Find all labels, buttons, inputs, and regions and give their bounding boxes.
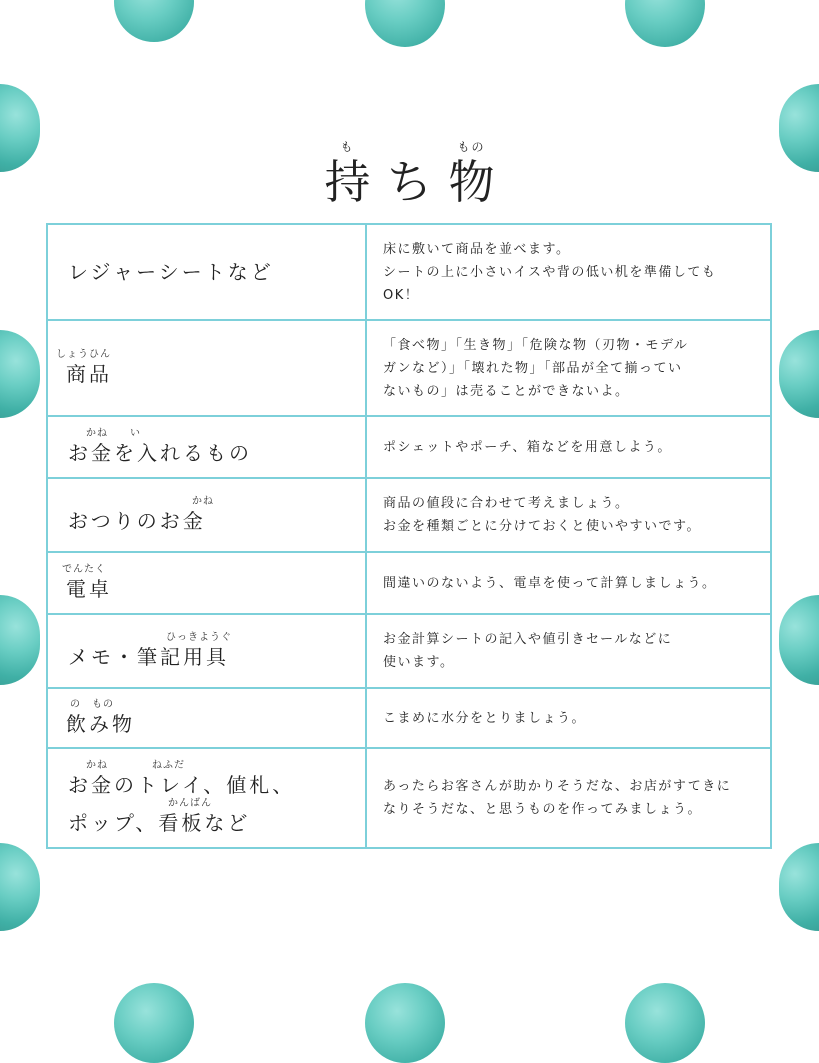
item-furigana: かね い xyxy=(86,428,141,439)
item-desc-line: お金を種類ごとに分けておくと使いやすいです。 xyxy=(383,519,701,534)
decorative-dot xyxy=(0,843,40,931)
decorative-dot xyxy=(779,595,819,685)
table-row xyxy=(47,552,771,614)
title-furigana: も xyxy=(340,140,355,154)
item-name: お金を入れるもの xyxy=(68,441,252,465)
item-desc-cell xyxy=(366,552,771,614)
decorative-dot xyxy=(114,0,194,42)
table-row xyxy=(47,688,771,748)
item-name-cell xyxy=(47,614,366,688)
item-desc-line: シートの上に小さいイスや背の低い机を準備しても xyxy=(383,264,717,280)
item-name: お金のトレイ、値札、 xyxy=(68,773,296,797)
item-desc-line: 間違いのないよう、電卓を使って計算しましょう。 xyxy=(383,575,717,591)
item-furigana: でんたく xyxy=(62,564,106,575)
decorative-dot xyxy=(779,330,819,418)
item-desc-line: 商品の値段に合わせて考えましょう。 xyxy=(383,496,630,511)
page-title xyxy=(0,136,819,210)
item-desc-line: ガンなど）」「壊れた物」「部品が全て揃ってい xyxy=(383,360,683,376)
item-desc-line: こまめに水分をとりましょう。 xyxy=(383,710,587,726)
item-furigana: の もの xyxy=(70,699,114,710)
item-name-cell xyxy=(47,478,366,552)
item-name-cell xyxy=(47,320,366,416)
item-desc-cell xyxy=(366,688,771,748)
item-furigana: かね xyxy=(192,496,214,507)
item-furigana: しょうひん xyxy=(56,349,111,360)
table-row xyxy=(47,478,771,552)
item-desc-line: なりそうだな、と思うものを作ってみましょう。 xyxy=(383,802,703,817)
title-char: も 持 xyxy=(324,140,371,209)
decorative-dot xyxy=(365,983,445,1063)
item-desc-line: あったらお客さんが助かりそうだな、お店がすてきに xyxy=(383,779,732,794)
item-name: レジャーシートなど xyxy=(68,260,274,284)
item-desc-cell xyxy=(366,416,771,478)
table-row xyxy=(47,748,771,848)
item-desc-cell xyxy=(366,748,771,848)
item-name-cell xyxy=(47,224,366,320)
item-name-cell xyxy=(47,748,366,848)
item-name-cell xyxy=(47,552,366,614)
items-table xyxy=(46,223,772,849)
title-char: ち xyxy=(386,155,433,209)
decorative-dot xyxy=(365,0,445,47)
table-row xyxy=(47,224,771,320)
decorative-dot xyxy=(0,330,40,418)
item-name-cell xyxy=(47,416,366,478)
item-desc-line: 床に敷いて商品を並べます。 xyxy=(383,241,571,257)
item-name-cell xyxy=(47,688,366,748)
item-desc-cell xyxy=(366,224,771,320)
item-name: おつりのお金 xyxy=(68,509,206,533)
decorative-dot xyxy=(625,983,705,1063)
decorative-dot xyxy=(0,595,40,685)
item-furigana: かんばん xyxy=(168,798,212,809)
title-char: もの 物 xyxy=(448,140,495,209)
item-desc-line: 使います。 xyxy=(383,655,455,670)
item-desc-line: ポシェットやポーチ、箱などを用意しよう。 xyxy=(383,439,672,455)
table-row xyxy=(47,320,771,416)
item-name: ポップ、看板など xyxy=(68,811,251,835)
item-desc-cell xyxy=(366,614,771,688)
item-furigana: かね ねふだ xyxy=(86,760,185,771)
item-desc-line: お金計算シートの記入や値引きセールなどに xyxy=(383,632,673,647)
item-desc-cell xyxy=(366,320,771,416)
item-name: メモ・筆記用具 xyxy=(68,645,229,669)
item-desc-line: ないもの」は売ることができないよ。 xyxy=(383,383,630,399)
table-row xyxy=(47,416,771,478)
decorative-dot xyxy=(114,983,194,1063)
item-desc-line: OK！ xyxy=(383,287,420,303)
item-name: 飲み物 xyxy=(66,712,135,736)
item-name: 商品 xyxy=(66,362,112,386)
item-furigana: ひっきようぐ xyxy=(166,632,232,643)
title-furigana: もの xyxy=(457,140,486,154)
item-desc-line: 「食べ物」「生き物」「危険な物（刃物・モデル xyxy=(383,337,689,353)
decorative-dot xyxy=(779,843,819,931)
item-name: 電卓 xyxy=(66,577,112,601)
decorative-dot xyxy=(625,0,705,47)
table-row xyxy=(47,614,771,688)
item-desc-cell xyxy=(366,478,771,552)
